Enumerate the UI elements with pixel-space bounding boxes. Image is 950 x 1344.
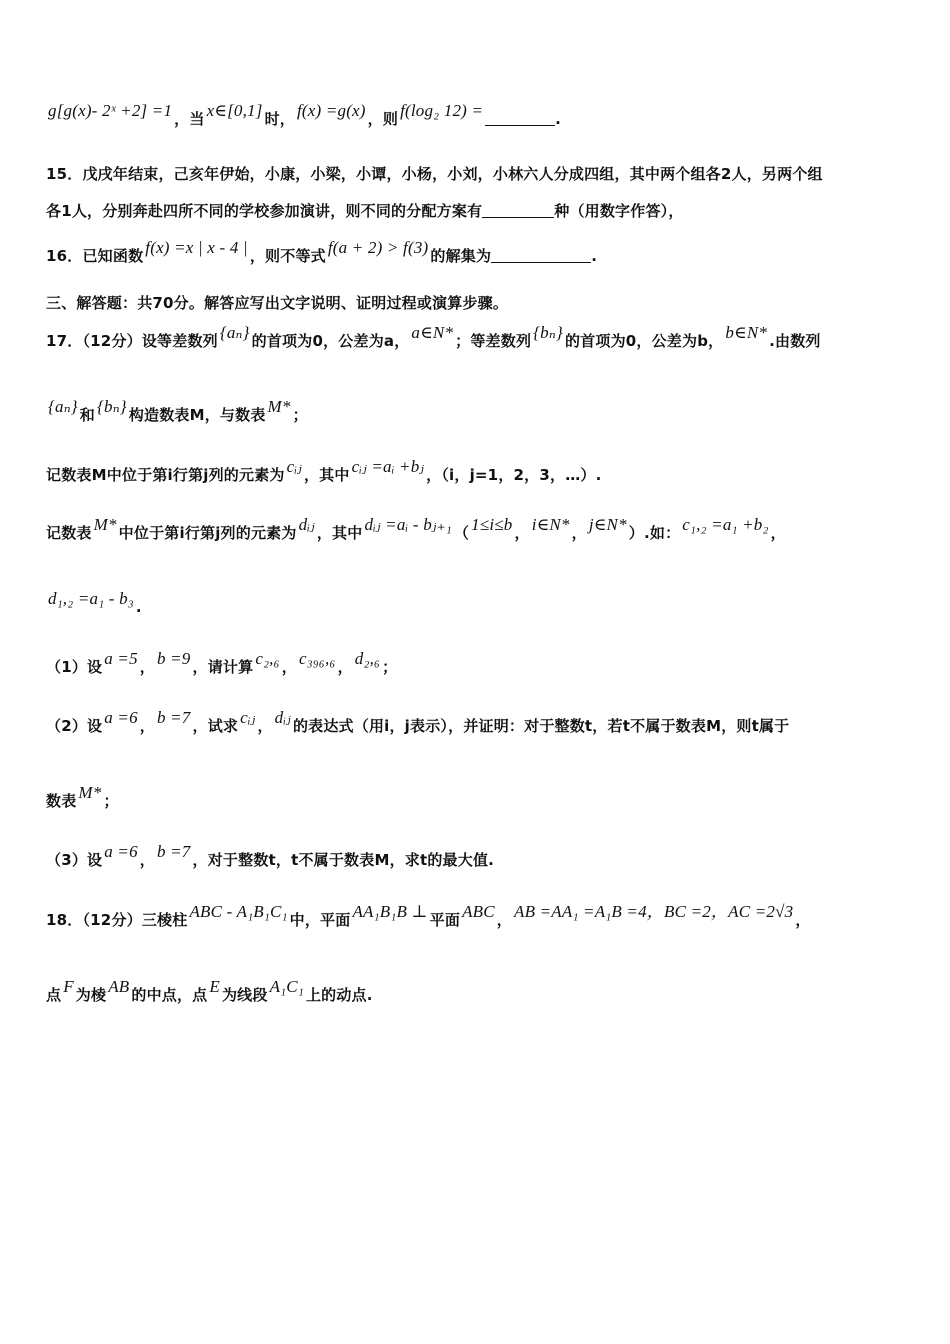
problem-17-part-3 bbox=[46, 842, 904, 871]
text-segment: ，请计算 bbox=[192, 658, 254, 676]
math-expression: b =9 bbox=[156, 649, 191, 668]
math-expression: f(a + 2) > f(3) bbox=[327, 238, 429, 257]
math-expression: x∈[0,1] bbox=[206, 101, 263, 120]
text-line bbox=[46, 101, 904, 130]
text-segment: （1）设 bbox=[46, 658, 103, 676]
math-expression: ABC - A₁B₁C₁ bbox=[189, 902, 288, 921]
text-segment: （2）设 bbox=[46, 717, 103, 735]
math-expression: d₁,₂ =a₁ - b₃ bbox=[48, 589, 134, 608]
text-segment: ，（i，j=1，2，3，…）. bbox=[426, 466, 602, 484]
math-expression: b =7 bbox=[156, 842, 191, 861]
section-heading bbox=[46, 292, 904, 314]
problem-15-line-1 bbox=[46, 163, 904, 185]
problem-18-line-1 bbox=[46, 902, 904, 931]
problem-17-line-4 bbox=[46, 515, 904, 544]
text-segment: ， bbox=[337, 658, 353, 676]
text-segment: ；等差数列 bbox=[455, 332, 532, 350]
text-segment: 构造数表M，与数表 bbox=[128, 406, 266, 424]
text-segment: ，其中 bbox=[316, 524, 363, 542]
text-segment: 和 bbox=[79, 406, 95, 424]
text-segment: ， bbox=[571, 524, 587, 542]
text-segment: 17．（12分）设等差数列 bbox=[46, 332, 218, 350]
problem-17-line-3 bbox=[46, 457, 904, 486]
math-expression: c₃₉₆,₆ bbox=[298, 649, 336, 668]
text-segment: ，对于整数t，t不属于数表M，求t的最大值. bbox=[192, 851, 495, 869]
math-expression: A₁C₁ bbox=[269, 977, 304, 996]
math-expression: dᵢⱼ bbox=[274, 708, 291, 727]
answer-blank bbox=[491, 246, 591, 263]
text-segment: 时， bbox=[264, 110, 295, 128]
text-segment: ， bbox=[496, 911, 512, 929]
math-expression: c₁,₂ =a₁ +b₂ bbox=[682, 515, 769, 534]
math-expression: a =6 bbox=[104, 842, 138, 861]
text-segment: 种（用数字作答）， bbox=[554, 202, 684, 220]
math-expression: AB =AA₁ =A₁B =4，BC =2，AC =2√3 bbox=[514, 902, 794, 921]
math-expression: f(x) =g(x) bbox=[296, 101, 366, 120]
text-segment: ； bbox=[382, 658, 398, 676]
text-segment: 16．已知函数 bbox=[46, 247, 144, 265]
math-expression: d₂,₆ bbox=[354, 649, 381, 668]
problem-17-part-2 bbox=[46, 708, 904, 737]
text-segment: ，则 bbox=[367, 110, 399, 128]
math-expression: b∈N* bbox=[725, 323, 768, 342]
math-expression: {bₙ} bbox=[533, 323, 563, 342]
text-segment: ， bbox=[770, 524, 786, 542]
math-expression: {aₙ} bbox=[48, 397, 78, 416]
problem-16-line bbox=[46, 238, 904, 267]
text-segment: 的表达式（用i，j表示），并证明：对于整数t，若t不属于数表M，则t属于 bbox=[292, 717, 790, 735]
text-segment: 各1人，分别奔赴四所不同的学校参加演讲，则不同的分配方案有 bbox=[46, 202, 483, 220]
text-segment: 的中点，点 bbox=[131, 986, 208, 1004]
text-segment: ， bbox=[139, 658, 155, 676]
text-segment: ，试求 bbox=[192, 717, 239, 735]
math-expression: M* bbox=[93, 515, 117, 534]
math-expression: f(log₂ 12) = bbox=[400, 101, 484, 120]
text-segment: 中，平面 bbox=[289, 911, 351, 929]
math-expression: cᵢⱼ bbox=[286, 457, 302, 476]
text-segment: . bbox=[555, 110, 562, 128]
math-expression: {aₙ} bbox=[219, 323, 250, 342]
math-expression: AB bbox=[108, 977, 130, 996]
problem-18-line-2 bbox=[46, 977, 904, 1006]
text-segment: 18．（12分）三棱柱 bbox=[46, 911, 188, 929]
math-expression: cᵢⱼ =aᵢ +bⱼ bbox=[351, 457, 425, 476]
problem-17-part-1 bbox=[46, 649, 904, 678]
text-segment: 记数表M中位于第i行第j列的元素为 bbox=[46, 466, 285, 484]
text-segment: ， bbox=[281, 658, 297, 676]
text-segment: 的首项为0，公差为a， bbox=[251, 332, 410, 350]
problem-17-line-5 bbox=[46, 589, 904, 618]
problem-17-part-2-cont bbox=[46, 783, 904, 812]
math-expression: f(x) =x | x - 4 | bbox=[145, 238, 248, 257]
text-segment: 平面 bbox=[429, 911, 461, 929]
math-expression: cᵢⱼ bbox=[240, 708, 256, 727]
text-segment: 数表 bbox=[46, 792, 77, 810]
text-segment: ， bbox=[514, 524, 530, 542]
text-segment: 15．戊戌年结束，己亥年伊始，小康，小梁，小谭，小杨，小刘，小林六人分成四组，其中两个组各2人，另两个组 bbox=[46, 165, 823, 183]
text-segment: . bbox=[591, 247, 598, 265]
math-expression: M* bbox=[78, 783, 102, 802]
math-expression: dᵢⱼ bbox=[298, 515, 315, 534]
math-expression: F bbox=[63, 977, 74, 996]
math-expression: b =7 bbox=[156, 708, 191, 727]
problem-17-line-1 bbox=[46, 323, 904, 352]
text-segment: ， bbox=[139, 717, 155, 735]
math-expression: i∈N* bbox=[531, 515, 570, 534]
math-expression: a∈N* bbox=[411, 323, 454, 342]
math-expression: {bₙ} bbox=[97, 397, 127, 416]
text-segment: .由数列 bbox=[769, 332, 821, 350]
text-segment: ，则不等式 bbox=[249, 247, 326, 265]
text-segment: 的首项为0，公差为b， bbox=[564, 332, 724, 350]
text-segment: 为线段 bbox=[221, 986, 268, 1004]
math-expression: ABC bbox=[462, 902, 495, 921]
problem-17-line-2 bbox=[46, 397, 904, 426]
problem-15-line-2 bbox=[46, 200, 904, 222]
text-segment: 记数表 bbox=[46, 524, 92, 542]
text-segment: 上的动点. bbox=[305, 986, 373, 1004]
text-segment: ， bbox=[139, 851, 155, 869]
text-segment: 点 bbox=[46, 986, 62, 1004]
text-segment: ）.如： bbox=[628, 524, 681, 542]
answer-blank bbox=[485, 109, 555, 126]
text-segment: ； bbox=[292, 406, 308, 424]
text-segment: 为棱 bbox=[75, 986, 107, 1004]
text-segment: 的解集为 bbox=[430, 247, 492, 265]
text-segment: ； bbox=[103, 792, 119, 810]
math-expression: a =6 bbox=[104, 708, 138, 727]
math-expression: j∈N* bbox=[588, 515, 627, 534]
text-segment: . bbox=[135, 598, 142, 616]
math-expression: M* bbox=[267, 397, 291, 416]
math-expression: dᵢⱼ =aᵢ - bⱼ₊₁ bbox=[364, 515, 452, 534]
text-segment: （ bbox=[453, 524, 470, 542]
math-expression: E bbox=[209, 977, 220, 996]
text-segment: （3）设 bbox=[46, 851, 103, 869]
math-expression: a =5 bbox=[104, 649, 138, 668]
text-segment: ，其中 bbox=[303, 466, 350, 484]
math-expression: g[g(x)- 2ˣ +2] =1 bbox=[48, 101, 173, 120]
text-segment: ， bbox=[257, 717, 273, 735]
text-segment: 中位于第i行第j列的元素为 bbox=[118, 524, 297, 542]
text-segment: ，当 bbox=[174, 110, 205, 128]
text-segment: ， bbox=[795, 911, 811, 929]
text-segment: 三、解答题：共70分。解答应写出文字说明、证明过程或演算步骤。 bbox=[46, 294, 509, 312]
math-expression: c₂,₆ bbox=[255, 649, 280, 668]
math-expression: AA₁B₁B ⊥ bbox=[352, 902, 428, 921]
math-expression: 1≤i≤b bbox=[471, 515, 513, 534]
answer-blank bbox=[482, 201, 554, 218]
